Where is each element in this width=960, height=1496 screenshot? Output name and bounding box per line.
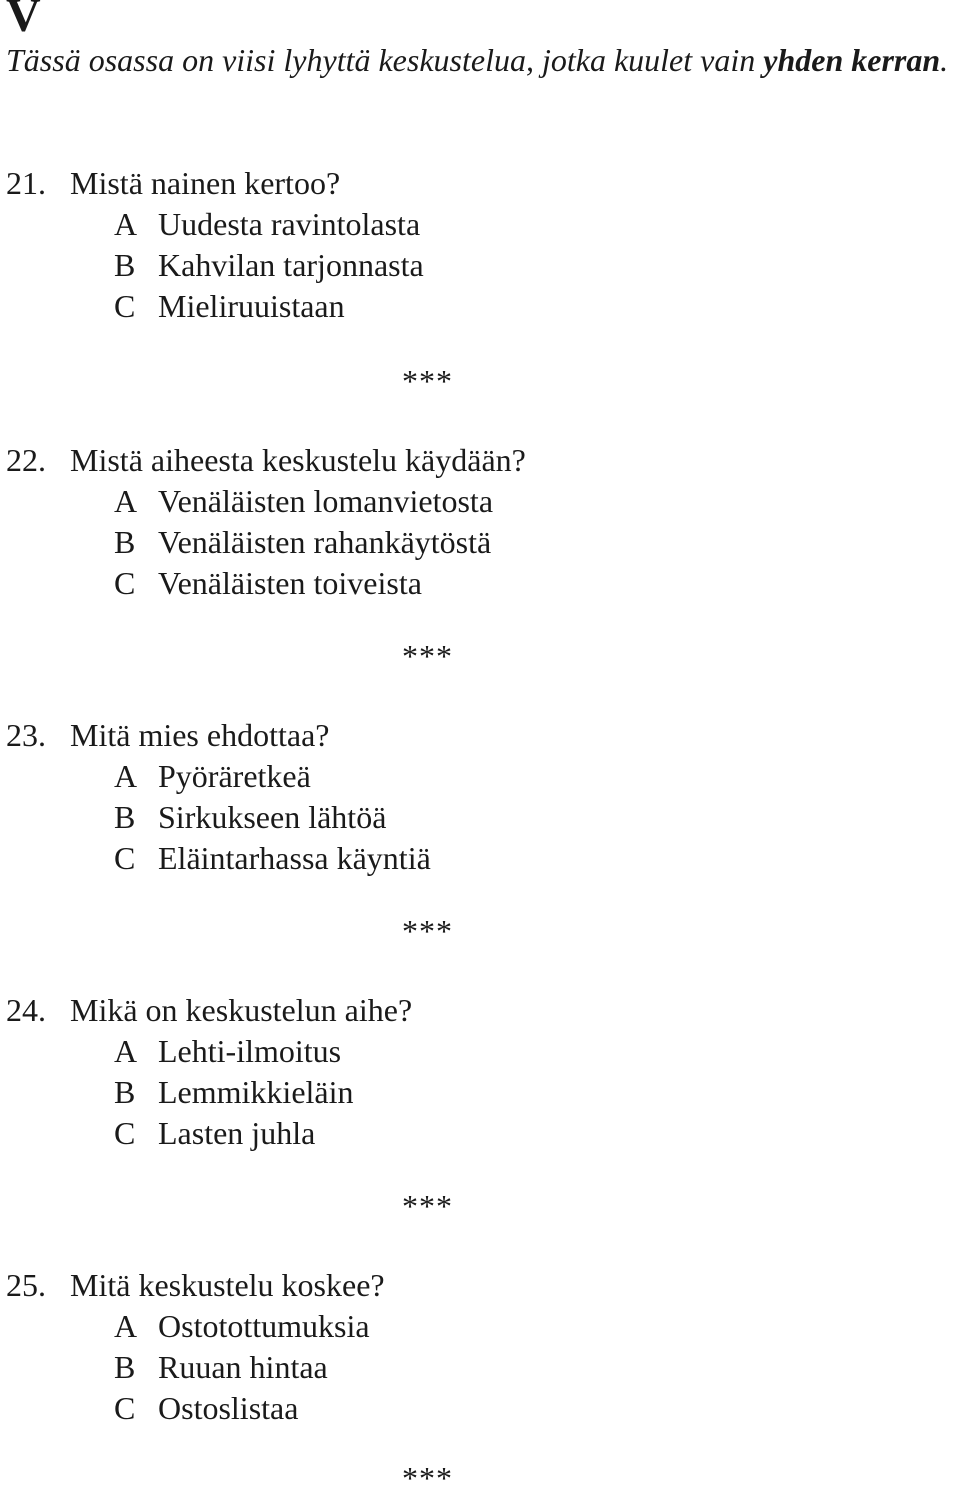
instructions-text: Tässä osassa on viisi lyhyttä keskustelua, jotka kuulet vain xyxy=(6,42,764,78)
option-letter: B xyxy=(114,1074,136,1110)
option-text: Eläintarhassa käyntiä xyxy=(158,840,431,876)
option-letter: A xyxy=(114,206,138,242)
question-23 xyxy=(6,715,431,879)
option-letter: B xyxy=(114,799,136,835)
option-letter: A xyxy=(114,1308,138,1344)
instructions xyxy=(6,40,956,81)
option-text: Sirkukseen lähtöä xyxy=(158,799,387,835)
option-letter: A xyxy=(114,483,138,519)
option-letter: A xyxy=(114,758,138,794)
option-text: Lehti-ilmoitus xyxy=(158,1033,342,1069)
option-letter: C xyxy=(114,565,136,601)
option-b xyxy=(6,1072,412,1113)
instructions-emphasis: yhden kerran xyxy=(763,42,941,78)
option-text: Ostoslistaa xyxy=(158,1390,299,1426)
question-number: 21. xyxy=(6,165,46,201)
question-text: Mistä nainen kertoo? xyxy=(70,165,341,201)
option-b xyxy=(6,522,526,563)
option-a xyxy=(6,204,424,245)
separator-24: *** xyxy=(402,1188,453,1224)
question-22 xyxy=(6,440,526,604)
separator-23: *** xyxy=(402,913,453,949)
question-21 xyxy=(6,163,424,327)
option-text: Mieliruuistaan xyxy=(158,288,345,324)
question-number: 22. xyxy=(6,442,46,478)
option-a xyxy=(6,1031,412,1072)
question-25 xyxy=(6,1265,385,1429)
option-text: Kahvilan tarjonnasta xyxy=(158,247,424,283)
option-letter: C xyxy=(114,288,136,324)
question-number: 23. xyxy=(6,717,46,753)
separator-22: *** xyxy=(402,638,453,674)
option-c xyxy=(6,1388,385,1429)
option-text: Ostotottumuksia xyxy=(158,1308,370,1344)
option-text: Venäläisten toiveista xyxy=(158,565,422,601)
option-c xyxy=(6,286,424,327)
separator-25: *** xyxy=(402,1460,453,1496)
option-letter: B xyxy=(114,524,136,560)
question-number: 24. xyxy=(6,992,46,1028)
option-c xyxy=(6,1113,412,1154)
option-a xyxy=(6,756,431,797)
instructions-end: . xyxy=(940,42,949,78)
option-text: Uudesta ravintolasta xyxy=(158,206,421,242)
option-text: Lemmikkieläin xyxy=(158,1074,354,1110)
option-letter: C xyxy=(114,1390,136,1426)
option-b xyxy=(6,245,424,286)
question-24 xyxy=(6,990,412,1154)
option-c xyxy=(6,838,431,879)
option-letter: A xyxy=(114,1033,138,1069)
option-b xyxy=(6,1347,385,1388)
section-heading: V xyxy=(6,0,41,42)
option-letter: C xyxy=(114,840,136,876)
question-text: Mitä keskustelu koskee? xyxy=(70,1267,385,1303)
option-text: Venäläisten rahankäytöstä xyxy=(158,524,492,560)
option-letter: B xyxy=(114,1349,136,1385)
option-a xyxy=(6,481,526,522)
option-text: Venäläisten lomanvietosta xyxy=(158,483,494,519)
option-a xyxy=(6,1306,385,1347)
option-text: Pyöräretkeä xyxy=(158,758,311,794)
option-b xyxy=(6,797,431,838)
question-text: Mitä mies ehdottaa? xyxy=(70,717,330,753)
question-text: Mistä aiheesta keskustelu käydään? xyxy=(70,442,526,478)
question-number: 25. xyxy=(6,1267,46,1303)
option-text: Ruuan hintaa xyxy=(158,1349,328,1385)
option-letter: C xyxy=(114,1115,136,1151)
question-text: Mikä on keskustelun aihe? xyxy=(70,992,413,1028)
option-c xyxy=(6,563,526,604)
separator-21: *** xyxy=(402,363,453,399)
option-letter: B xyxy=(114,247,136,283)
option-text: Lasten juhla xyxy=(158,1115,316,1151)
